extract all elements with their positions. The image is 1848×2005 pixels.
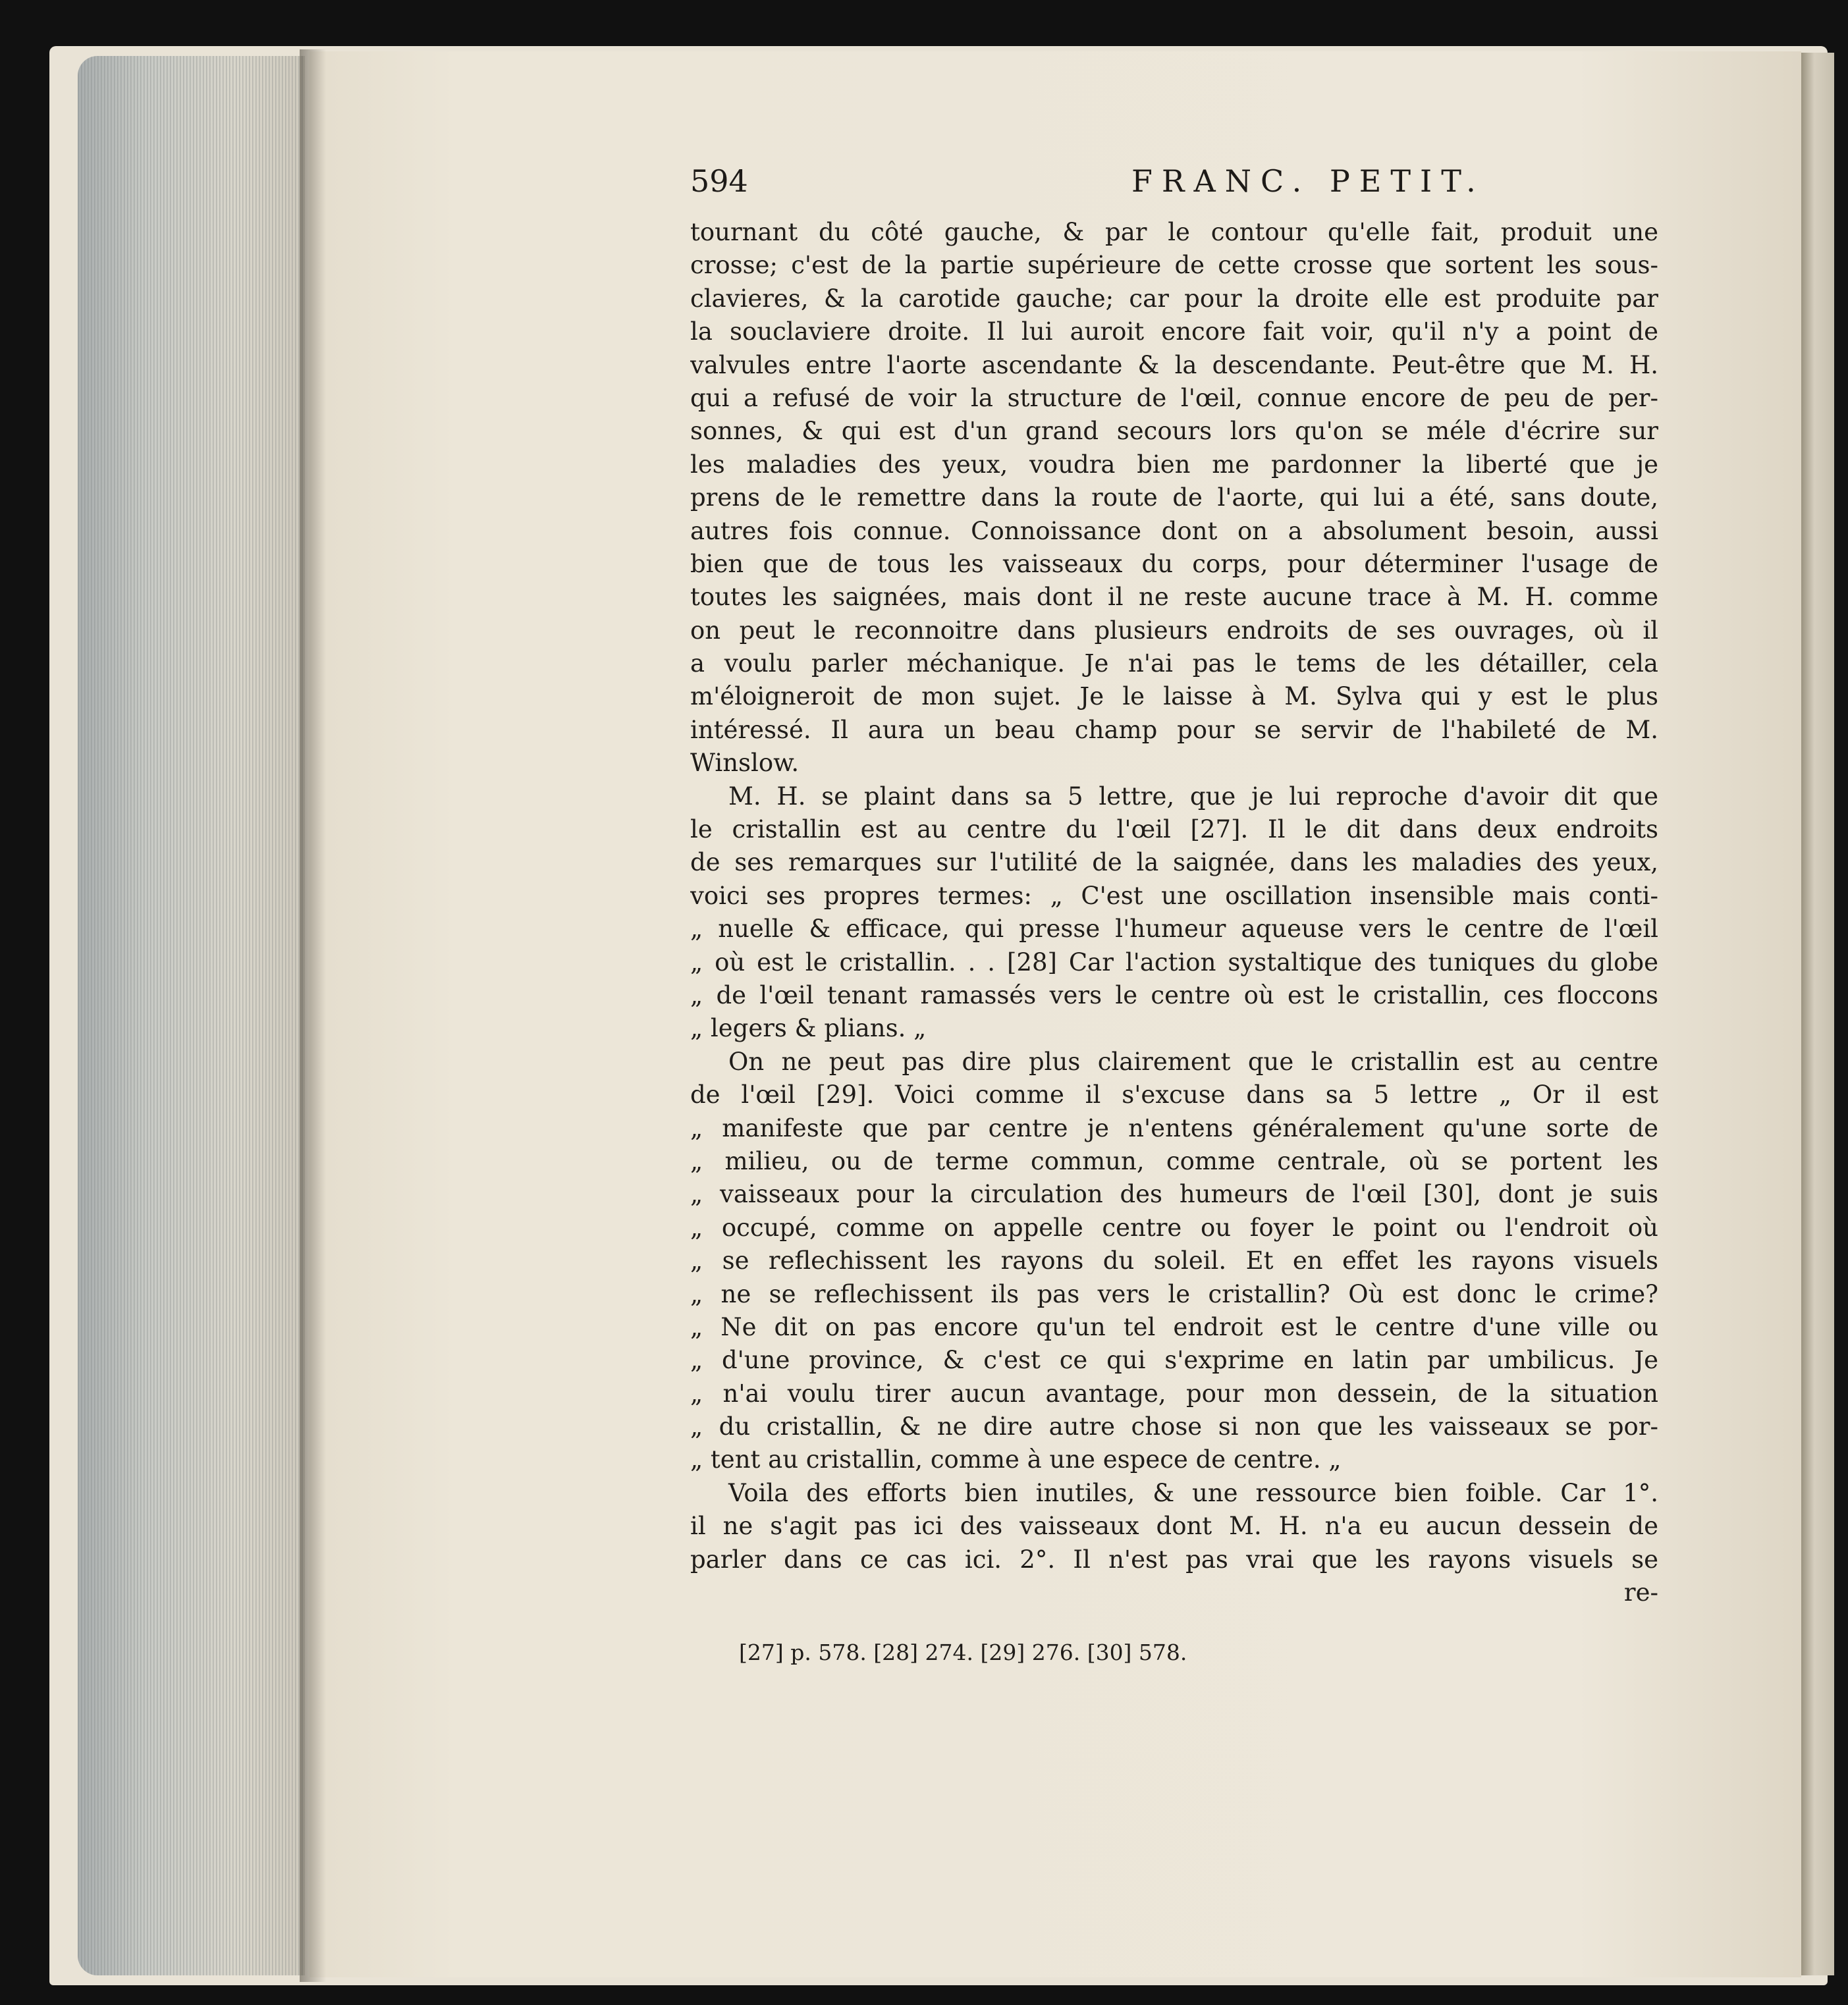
text-line: intéressé. Il aura un beau champ pour se servir de l'habileté de M. — [690, 715, 1658, 744]
text-line: autres fois connue. Connoissance dont on a absolument besoin, aussi — [690, 516, 1658, 545]
text-line: „ du cristallin, & ne dire autre chose si non que les vaisseaux se por- — [690, 1412, 1658, 1441]
text-line: „ de l'œil tenant ramassés vers le centre où est le cristallin, ces floccons — [690, 980, 1658, 1009]
facing-page-edge — [1801, 53, 1834, 1975]
text-line: qui a refusé de voir la structure de l'œil, connue encore de peu de per- — [690, 383, 1658, 412]
text-line: „ occupé, comme on appelle centre ou foyer le point ou l'endroit où — [690, 1213, 1658, 1242]
text-line: „ vaisseaux pour la circulation des humeurs de l'œil [30], dont je suis — [690, 1180, 1658, 1209]
text-line: „ n'ai voulu tirer aucun avantage, pour mon dessein, de la situation — [690, 1379, 1658, 1408]
text-line: „ nuelle & efficace, qui presse l'humeur aqueuse vers le centre de l'œil — [690, 915, 1658, 944]
text-line: voici ses propres termes: „ C'est une oscillation insensible mais conti- — [690, 881, 1658, 910]
text-line: „ ne se reflechissent ils pas vers le cristallin? Où est donc le crime? — [690, 1279, 1658, 1308]
page-number: 594 — [690, 163, 748, 199]
text-line: Winslow. — [690, 749, 800, 778]
text-line: valvules entre l'aorte ascendante & la descendante. Peut-être que M. H. — [690, 350, 1658, 379]
body-text — [690, 216, 1658, 1609]
catchword: re- — [1623, 1578, 1658, 1607]
text-line: „ legers & plians. „ — [690, 1014, 927, 1043]
text-line: „ tent au cristallin, comme à une espece de centre. „ — [690, 1445, 1342, 1474]
text-line: „ où est le cristallin. . . [28] Car l'action systaltique des tuniques du globe — [690, 948, 1658, 976]
text-line: M. H. se plaint dans sa 5 lettre, que je lui reproche d'avoir dit que — [728, 782, 1658, 811]
text-line: „ d'une province, & c'est ce qui s'exprime en latin par umbilicus. Je — [690, 1346, 1658, 1375]
text-line: „ milieu, ou de terme commun, comme centrale, où se portent les — [690, 1146, 1658, 1175]
text-line: tournant du côté gauche, & par le contour qu'elle fait, produit une — [690, 218, 1658, 246]
text-line: m'éloigneroit de mon sujet. Je le laisse à M. Sylva qui y est le plus — [690, 682, 1658, 711]
page-header — [690, 163, 1658, 209]
text-line: le cristallin est au centre du l'œil [27]. Il le dit dans deux endroits — [690, 815, 1658, 844]
text-line: de l'œil [29]. Voici comme il s'excuse dans sa 5 lettre „ Or il est — [690, 1081, 1658, 1109]
text-line: prens de le remettre dans la route de l'aorte, qui lui a été, sans doute, — [690, 483, 1658, 512]
text-line: „ manifeste que par centre je n'entens généralement qu'une sorte de — [690, 1113, 1658, 1142]
text-line: „ se reflechissent les rayons du soleil. Et en effet les rayons visuels — [690, 1246, 1658, 1275]
text-line: On ne peut pas dire plus clairement que le cristallin est au centre — [728, 1047, 1658, 1076]
text-line: il ne s'agit pas ici des vaisseaux dont M. H. n'a eu aucun dessein de — [690, 1512, 1658, 1541]
text-line: toutes les saignées, mais dont il ne reste aucune trace à M. H. comme — [690, 583, 1658, 612]
text-line: Voila des efforts bien inutiles, & une ressource bien foible. Car 1°. — [728, 1478, 1658, 1507]
text-line: les maladies des yeux, voudra bien me pardonner la liberté que je — [690, 450, 1658, 479]
text-line: clavieres, & la carotide gauche; car pour la droite elle est produite par — [690, 284, 1658, 313]
text-line: on peut le reconnoitre dans plusieurs endroits de ses ouvrages, où il — [690, 616, 1658, 645]
text-line: de ses remarques sur l'utilité de la saignée, dans les maladies des yeux, — [690, 848, 1658, 877]
text-line: sonnes, & qui est d'un grand secours lors qu'on se méle d'écrire sur — [690, 417, 1658, 446]
binding-shadow — [300, 49, 326, 1982]
text-line: crosse; c'est de la partie supérieure de cette crosse que sortent les sous- — [690, 251, 1658, 280]
book-fore-edge — [78, 56, 305, 1975]
text-line: „ Ne dit on pas encore qu'un tel endroit est le centre d'une ville ou — [690, 1312, 1658, 1341]
footnotes: [27] p. 578. [28] 274. [29] 276. [30] 578. — [739, 1640, 1187, 1665]
text-line: parler dans ce cas ici. 2°. Il n'est pas vrai que les rayons visuels se — [690, 1545, 1658, 1574]
text-line: bien que de tous les vaisseaux du corps, pour déterminer l'usage de — [690, 549, 1658, 578]
text-line: a voulu parler méchanique. Je n'ai pas le tems de les détailler, cela — [690, 649, 1658, 678]
running-head: FRANC. PETIT. — [1131, 163, 1485, 199]
text-line: la souclaviere droite. Il lui auroit encore fait voir, qu'il n'y a point de — [690, 317, 1658, 346]
